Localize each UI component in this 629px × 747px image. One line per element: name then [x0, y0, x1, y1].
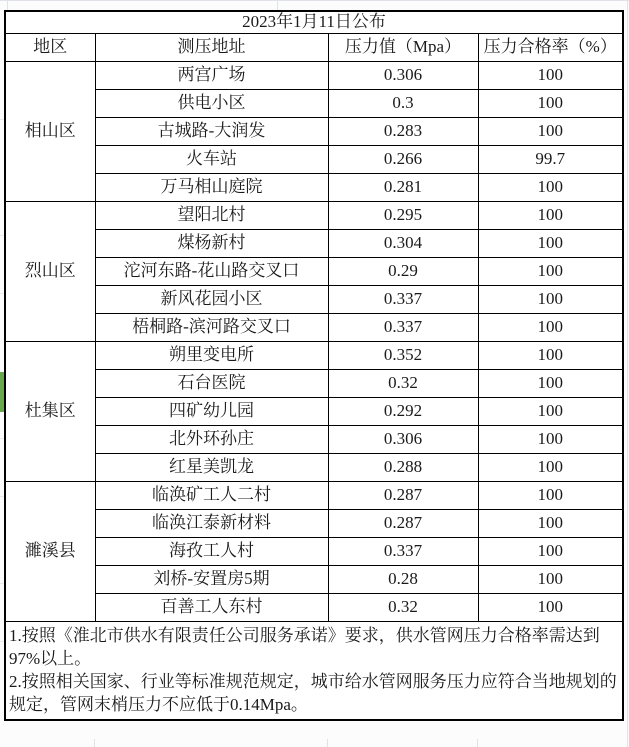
pressure-cell: 0.283 [328, 118, 478, 146]
table-row [5, 510, 623, 538]
table-row [5, 118, 623, 146]
site-cell: 万马相山庭院 [95, 174, 328, 202]
rate-cell: 100 [478, 426, 623, 454]
sheet-gridline [477, 739, 478, 747]
footnote-1: 1.按照《淮北市供水有限责任公司服务承诺》要求，供水管网压力合格率需达到97%以上。 [9, 626, 600, 668]
pressure-cell: 0.287 [328, 482, 478, 510]
pressure-cell: 0.266 [328, 146, 478, 174]
site-cell: 刘桥-安置房5期 [95, 566, 328, 594]
pressure-cell: 0.281 [328, 174, 478, 202]
pressure-cell: 0.292 [328, 398, 478, 426]
site-cell: 百善工人东村 [95, 594, 328, 622]
pressure-cell: 0.337 [328, 286, 478, 314]
rate-cell: 100 [478, 314, 623, 342]
table-row [5, 146, 623, 174]
table-row [5, 230, 623, 258]
site-cell: 火车站 [95, 146, 328, 174]
site-cell: 望阳北村 [95, 202, 328, 230]
pressure-report-table [4, 10, 624, 721]
rate-cell: 100 [478, 398, 623, 426]
column-header-rate: 压力合格率（%） [478, 34, 623, 62]
pressure-cell: 0.32 [328, 370, 478, 398]
rate-cell: 100 [478, 258, 623, 286]
pressure-cell: 0.306 [328, 62, 478, 90]
pressure-cell: 0.32 [328, 594, 478, 622]
site-cell: 梧桐路-滨河路交叉口 [95, 314, 328, 342]
pressure-cell: 0.28 [328, 566, 478, 594]
region-cell: 杜集区 [5, 342, 95, 482]
sheet-gridline [0, 0, 629, 1]
rate-cell: 100 [478, 174, 623, 202]
pressure-cell: 0.3 [328, 90, 478, 118]
table-row [5, 174, 623, 202]
table-row [5, 62, 623, 90]
table-row [5, 342, 623, 370]
site-cell: 四矿幼儿园 [95, 398, 328, 426]
pressure-cell: 0.295 [328, 202, 478, 230]
region-cell: 濉溪县 [5, 482, 95, 622]
rate-cell: 99.7 [478, 146, 623, 174]
table-row [5, 566, 623, 594]
pressure-table-body [5, 11, 623, 622]
table-row [5, 482, 623, 510]
sheet-gridline [277, 0, 278, 10]
rate-cell: 100 [478, 510, 623, 538]
pressure-cell: 0.337 [328, 314, 478, 342]
site-cell: 煤杨新村 [95, 230, 328, 258]
site-cell: 朔里变电所 [95, 342, 328, 370]
rate-cell: 100 [478, 594, 623, 622]
rate-cell: 100 [478, 230, 623, 258]
table-row [5, 314, 623, 342]
site-cell: 北外环孙庄 [95, 426, 328, 454]
table-row [5, 90, 623, 118]
column-header-site: 测压地址 [95, 34, 328, 62]
table-row [5, 286, 623, 314]
table-row [5, 398, 623, 426]
table-row [5, 538, 623, 566]
table-row [5, 370, 623, 398]
footnote-2: 2.按照相关国家、行业等标准规范规定，城市给水管网服务压力应符合当地规划的规定，管网末梢压力不应低于0.14Mpa。 [9, 672, 617, 714]
site-cell: 临涣矿工人二村 [95, 482, 328, 510]
region-cell: 相山区 [5, 62, 95, 202]
site-cell: 石台医院 [95, 370, 328, 398]
pressure-cell: 0.288 [328, 454, 478, 482]
site-cell: 沱河东路-花山路交叉口 [95, 258, 328, 286]
region-cell: 烈山区 [5, 202, 95, 342]
site-cell: 海孜工人村 [95, 538, 328, 566]
report-title: 2023年1月11日公布 [5, 11, 623, 34]
table-row [5, 426, 623, 454]
pressure-cell: 0.29 [328, 258, 478, 286]
rate-cell: 100 [478, 482, 623, 510]
site-cell: 供电小区 [95, 90, 328, 118]
site-cell: 古城路-大润发 [95, 118, 328, 146]
sheet-gridline [94, 739, 95, 747]
rate-cell: 100 [478, 202, 623, 230]
rate-cell: 100 [478, 538, 623, 566]
rate-cell: 100 [478, 454, 623, 482]
footnotes-cell [5, 622, 623, 721]
sheet-gridline [627, 0, 628, 747]
header-row [5, 34, 623, 62]
rate-cell: 100 [478, 90, 623, 118]
column-header-region: 地区 [5, 34, 95, 62]
pressure-cell: 0.306 [328, 426, 478, 454]
pressure-cell: 0.352 [328, 342, 478, 370]
rate-cell: 100 [478, 566, 623, 594]
rate-cell: 100 [478, 62, 623, 90]
notes-row [5, 622, 623, 721]
table-row [5, 454, 623, 482]
pressure-cell: 0.304 [328, 230, 478, 258]
rate-cell: 100 [478, 286, 623, 314]
title-row [5, 11, 623, 34]
site-cell: 红星美凯龙 [95, 454, 328, 482]
pressure-cell: 0.337 [328, 538, 478, 566]
pressure-cell: 0.287 [328, 510, 478, 538]
site-cell: 临涣江泰新材料 [95, 510, 328, 538]
table-row [5, 258, 623, 286]
site-cell: 新风花园小区 [95, 286, 328, 314]
sheet-gridline [7, 0, 8, 10]
rate-cell: 100 [478, 118, 623, 146]
sheet-gridline [327, 739, 328, 747]
table-row [5, 594, 623, 622]
table-row [5, 202, 623, 230]
site-cell: 两宫广场 [95, 62, 328, 90]
column-header-pressure: 压力值（Mpa） [328, 34, 478, 62]
rate-cell: 100 [478, 342, 623, 370]
rate-cell: 100 [478, 370, 623, 398]
